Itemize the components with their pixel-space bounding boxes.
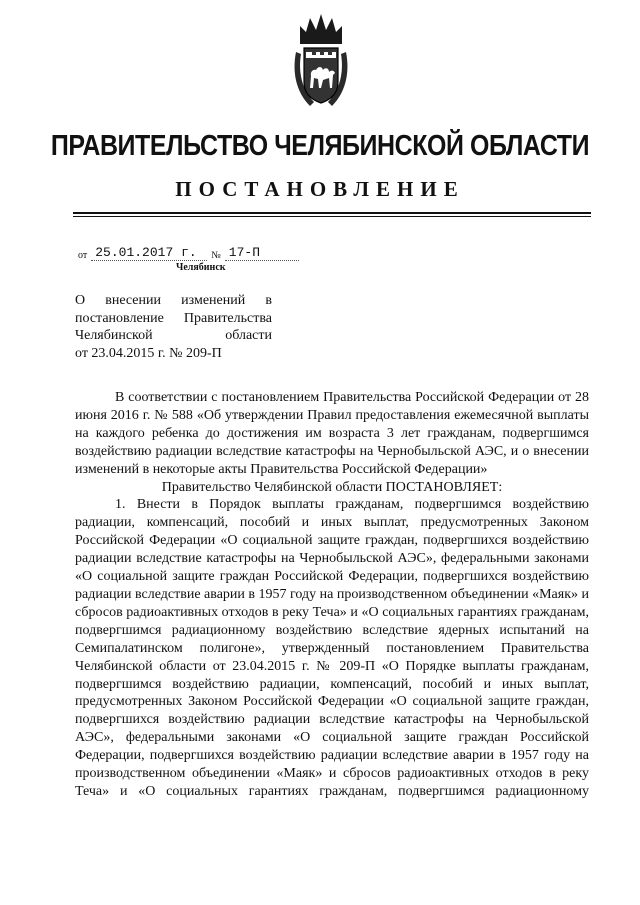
subject-line: от 23.04.2015 г. № 209-П <box>75 346 222 362</box>
preamble-paragraph: В соответствии с постановлением Правительства Российской Федерации от 28 июня 2016 г. № 588 «Об утверждении Правил предоставления ежемесячной выплаты на каждого ребенка до достижения им возраста 3 лет гражданам, подвергшимся воздействию радиации вследствие катастрофы на Чернобыльской АЭС, и о внесении изменений в некоторые акты Правительства Российской Федерации» <box>75 390 589 477</box>
document-date: 25.01.2017 г. <box>91 245 207 261</box>
government-title: ПРАВИТЕЛЬСТВО ЧЕЛЯБИНСКОЙ ОБЛАСТИ <box>50 130 590 162</box>
date-prefix: от <box>78 250 88 261</box>
document-number: 17-П <box>225 245 299 261</box>
document-body <box>75 389 589 801</box>
document-type: ПОСТАНОВЛЕНИЕ <box>175 177 465 201</box>
subject-line: О внесении изменений в <box>75 293 272 308</box>
subject-line: Челябинской области <box>75 328 272 344</box>
date-number-line <box>78 243 299 263</box>
city-label: Челябинск <box>176 262 226 273</box>
header-divider <box>73 212 591 214</box>
document-subject <box>75 292 272 363</box>
chelyabinsk-coat-of-arms-icon <box>292 12 350 110</box>
header-divider-thin <box>73 216 591 217</box>
item-paragraph: 1. Внести в Порядок выплаты гражданам, подвергшимся воздействию радиации, компенсаций, пособий и иных выплат, предусмотренных Законом Российской Федерации «О социальной защите граждан, подвергшихся воздействию радиации вследствие катастрофы на Чернобыльской АЭС», федеральными законами «О социальной защите граждан Российской Федерации, подвергшихся воздействию радиации вследствие аварии в 1957 году на производственном объединении «Маяк» и сбросов радиоактивных отходов в реку Теча» и «О социальных гарантиях гражданам, подвергшимся радиационному воздействию вследствие ядерных испытаний на Семипалатинском полигоне», утвержденный постановлением Правительства Челябинской области от 23.04.2015 г. № 209-П «О Порядке выплаты гражданам, подвергшимся воздействию радиации, компенсаций, пособий и иных выплат, предусмотренных Законом Российской Федерации «О социальной защите граждан, подвергшихся воздействию радиации вследствие катастрофы на Чернобыльской АЭС», федеральными законами «О социальной защите граждан Российской Федерации, подвергшихся воздействию радиации вследствие аварии в 1957 году на производственном объединении «Маяк» и сбросов радиоактивных отходов в реку Теча» и «О социальных гарантиях гражданам, подвергшимся радиационному <box>75 497 589 799</box>
decree-line: Правительство Челябинской области ПОСТАНОВЛЯЕТ: <box>161 479 503 495</box>
subject-line: постановление Правительства <box>75 310 272 326</box>
number-prefix: № <box>211 250 221 261</box>
